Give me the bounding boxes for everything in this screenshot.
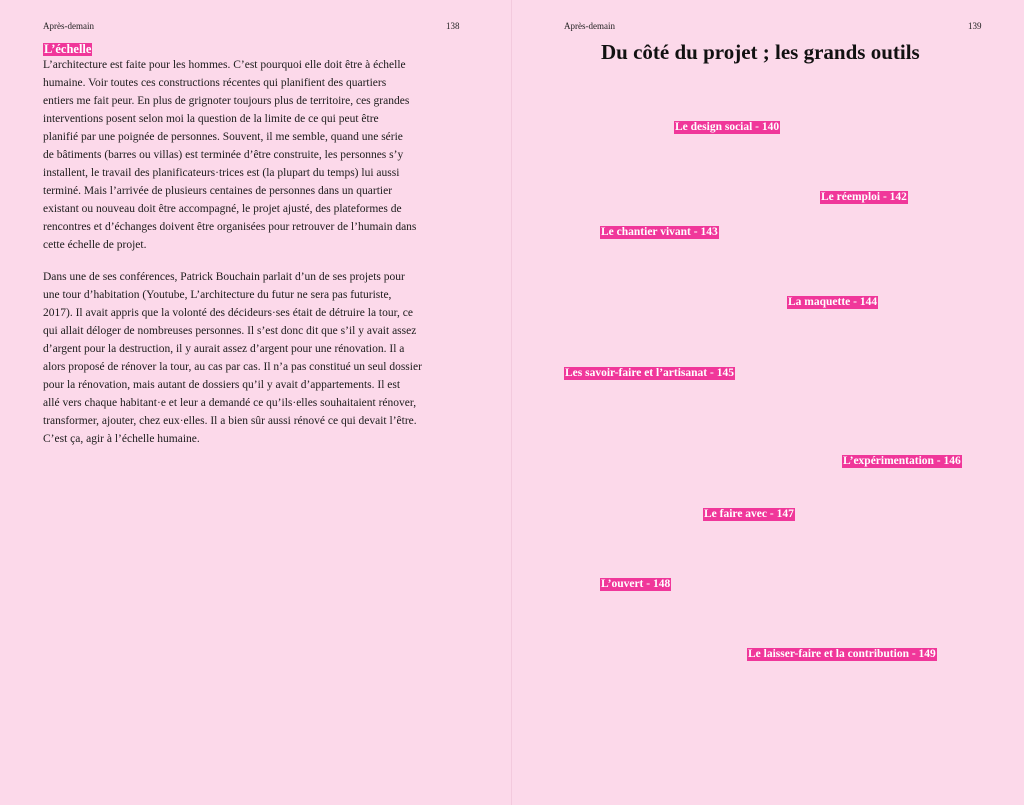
- text-line: pour la rénovation, mais autant de dossiers qu’il y avait d’appartements. Il est: [43, 379, 401, 391]
- text-line: 2017). Il avait appris que la volonté des décideurs·ses était de détruire la tour, ce: [43, 307, 413, 319]
- tool-item-experimentation[interactable]: [842, 453, 962, 468]
- tool-item-label: L’expérimentation - 146: [843, 455, 961, 467]
- right-page: [512, 0, 1024, 805]
- tool-item-faire-avec[interactable]: [703, 506, 795, 521]
- running-head-right: Après-demain: [564, 21, 615, 31]
- text-line: planifié par une poignée de personnes. Souvent, il me semble, quand une série: [43, 131, 403, 143]
- text-line: rencontres et d’échanges doivent être organisées pour retrouver de l’humain dans: [43, 221, 417, 233]
- section-title: [43, 41, 92, 56]
- page-number-right: 139: [968, 21, 982, 31]
- text-line: transformer, ajouter, chez eux·elles. Il a bien sûr aussi rénové ce qui devait l’être.: [43, 415, 417, 427]
- tool-item-reemploi[interactable]: [820, 189, 908, 204]
- text-line: une tour d’habitation (Youtube, L’architecture du futur ne sera pas futuriste,: [43, 289, 392, 301]
- page-title: Du côté du projet ; les grands outils: [601, 40, 920, 64]
- text-line: installent, le travail des planificateurs·trices est (la plupart du temps) lui aussi: [43, 167, 400, 179]
- text-line: d’argent pour la destruction, il y aurait assez d’argent pour une rénovation. Il a: [43, 343, 405, 355]
- section-title-highlight: L’échelle: [44, 42, 92, 56]
- page-number-left: 138: [446, 21, 460, 31]
- text-line: interventions posent selon moi la question de la limite de ce qui peut être: [43, 113, 379, 125]
- left-page: [0, 0, 511, 805]
- tool-item-label: La maquette - 144: [788, 296, 878, 308]
- running-head-left: Après-demain: [43, 21, 94, 31]
- text-line: humaine. Voir toutes ces constructions récentes qui planifient des quartiers: [43, 77, 387, 89]
- text-line: terminé. Mais l’arrivée de plusieurs centaines de personnes dans un quartier: [43, 185, 393, 197]
- tool-item-label: Le chantier vivant - 143: [601, 226, 718, 238]
- text-line: allé vers chaque habitant·e et leur a demandé ce qu’ils·elles souhaitaient rénover,: [43, 397, 417, 409]
- text-line: entiers me fait peur. En plus de grignoter toujours plus de territoire, ces grandes: [43, 95, 410, 107]
- tool-item-label: Les savoir-faire et l’artisanat - 145: [565, 367, 734, 379]
- tool-item-label: Le faire avec - 147: [704, 508, 794, 520]
- text-line: C’est ça, agir à l’échelle humaine.: [43, 433, 200, 445]
- tool-item-label: Le design social - 140: [675, 121, 780, 133]
- tool-item-label: L’ouvert - 148: [601, 578, 671, 590]
- text-line: Dans une de ses conférences, Patrick Bouchain parlait d’un de ses projets pour: [43, 271, 405, 283]
- tool-item-chantier-vivant[interactable]: [600, 224, 719, 239]
- text-line: de bâtiments (barres ou villas) est terminée d’être construite, les personnes s’y: [43, 149, 404, 161]
- text-line: cette échelle de projet.: [43, 239, 147, 251]
- tool-item-design-social[interactable]: [674, 119, 780, 134]
- text-line: L’architecture est faite pour les hommes. C’est pourquoi elle doit être à échelle: [43, 59, 406, 71]
- tool-item-laisser-faire[interactable]: [747, 646, 937, 661]
- text-line: existant ou nouveau doit être accompagné, le projet ajusté, des plateformes de: [43, 203, 402, 215]
- paragraph-2: [43, 268, 461, 448]
- paragraph-1: [43, 56, 461, 254]
- tool-item-label: Le réemploi - 142: [821, 191, 907, 203]
- text-line: alors proposé de rénover la tour, au cas par cas. Il n’a pas constitué un seul dossier: [43, 361, 422, 373]
- tool-item-label: Le laisser-faire et la contribution - 149: [748, 648, 936, 660]
- tool-item-savoir-faire[interactable]: [564, 365, 735, 380]
- tool-item-maquette[interactable]: [787, 294, 878, 309]
- text-line: qui allait déloger de nombreuses personnes. Il s’est donc dit que s’il y avait assez: [43, 325, 417, 337]
- tool-item-ouvert[interactable]: [600, 576, 671, 591]
